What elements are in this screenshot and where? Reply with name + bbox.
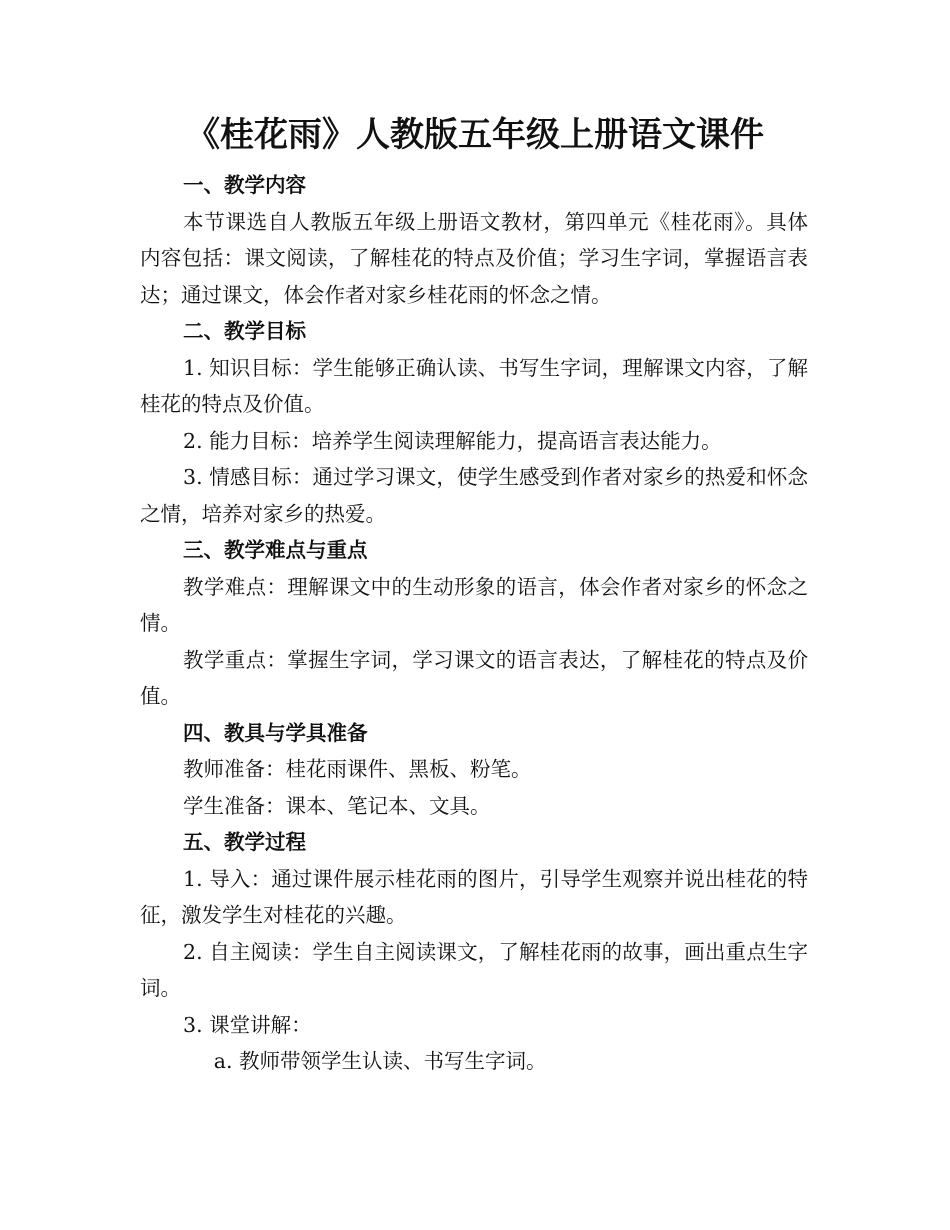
section-heading: 一、教学内容 [183, 173, 307, 197]
paragraph: 1. 知识目标：学生能够正确认读、书写生字词，理解课文内容，了解桂花的特点及价值。 [140, 355, 808, 416]
document-body [140, 167, 808, 1080]
paragraph: 2. 自主阅读：学生自主阅读课文，了解桂花雨的故事，画出重点生字词。 [140, 939, 808, 1000]
section-heading: 五、教学过程 [183, 830, 307, 854]
document-title: 《桂花雨》人教版五年级上册语文课件 [186, 115, 764, 155]
paragraph: 学生准备：课本、笔记本、文具。 [183, 793, 491, 818]
paragraph: 教学重点：掌握生字词，学习课文的语言表达，了解桂花的特点及价值。 [140, 647, 808, 708]
paragraph: 教学难点：理解课文中的生动形象的语言，体会作者对家乡的怀念之情。 [140, 574, 808, 635]
paragraph: 3. 情感目标：通过学习课文，使学生感受到作者对家乡的热爱和怀念之情，培养对家乡的热爱。 [140, 465, 808, 526]
sub-item: a. 教师带领学生认读、书写生字词。 [213, 1049, 547, 1073]
paragraph: 1. 导入：通过课件展示桂花雨的图片，引导学生观察并说出桂花的特征，激发学生对桂花的兴趣。 [140, 866, 808, 927]
paragraph: 2. 能力目标：培养学生阅读理解能力，提高语言表达能力。 [183, 428, 722, 453]
paragraph: 教师准备：桂花雨课件、黑板、粉笔。 [183, 757, 532, 781]
section-heading: 三、教学难点与重点 [183, 538, 368, 562]
section-heading: 二、教学目标 [183, 319, 307, 343]
paragraph: 3. 课堂讲解： [183, 1012, 312, 1037]
paragraph: 本节课选自人教版五年级上册语文教材，第四单元《桂花雨》。具体内容包括：课文阅读，了解桂花的特点及价值；学习生字词，掌握语言表达；通过课文，体会作者对家乡桂花雨的怀念之情。 [140, 209, 808, 307]
section-heading: 四、教具与学具准备 [183, 720, 368, 745]
